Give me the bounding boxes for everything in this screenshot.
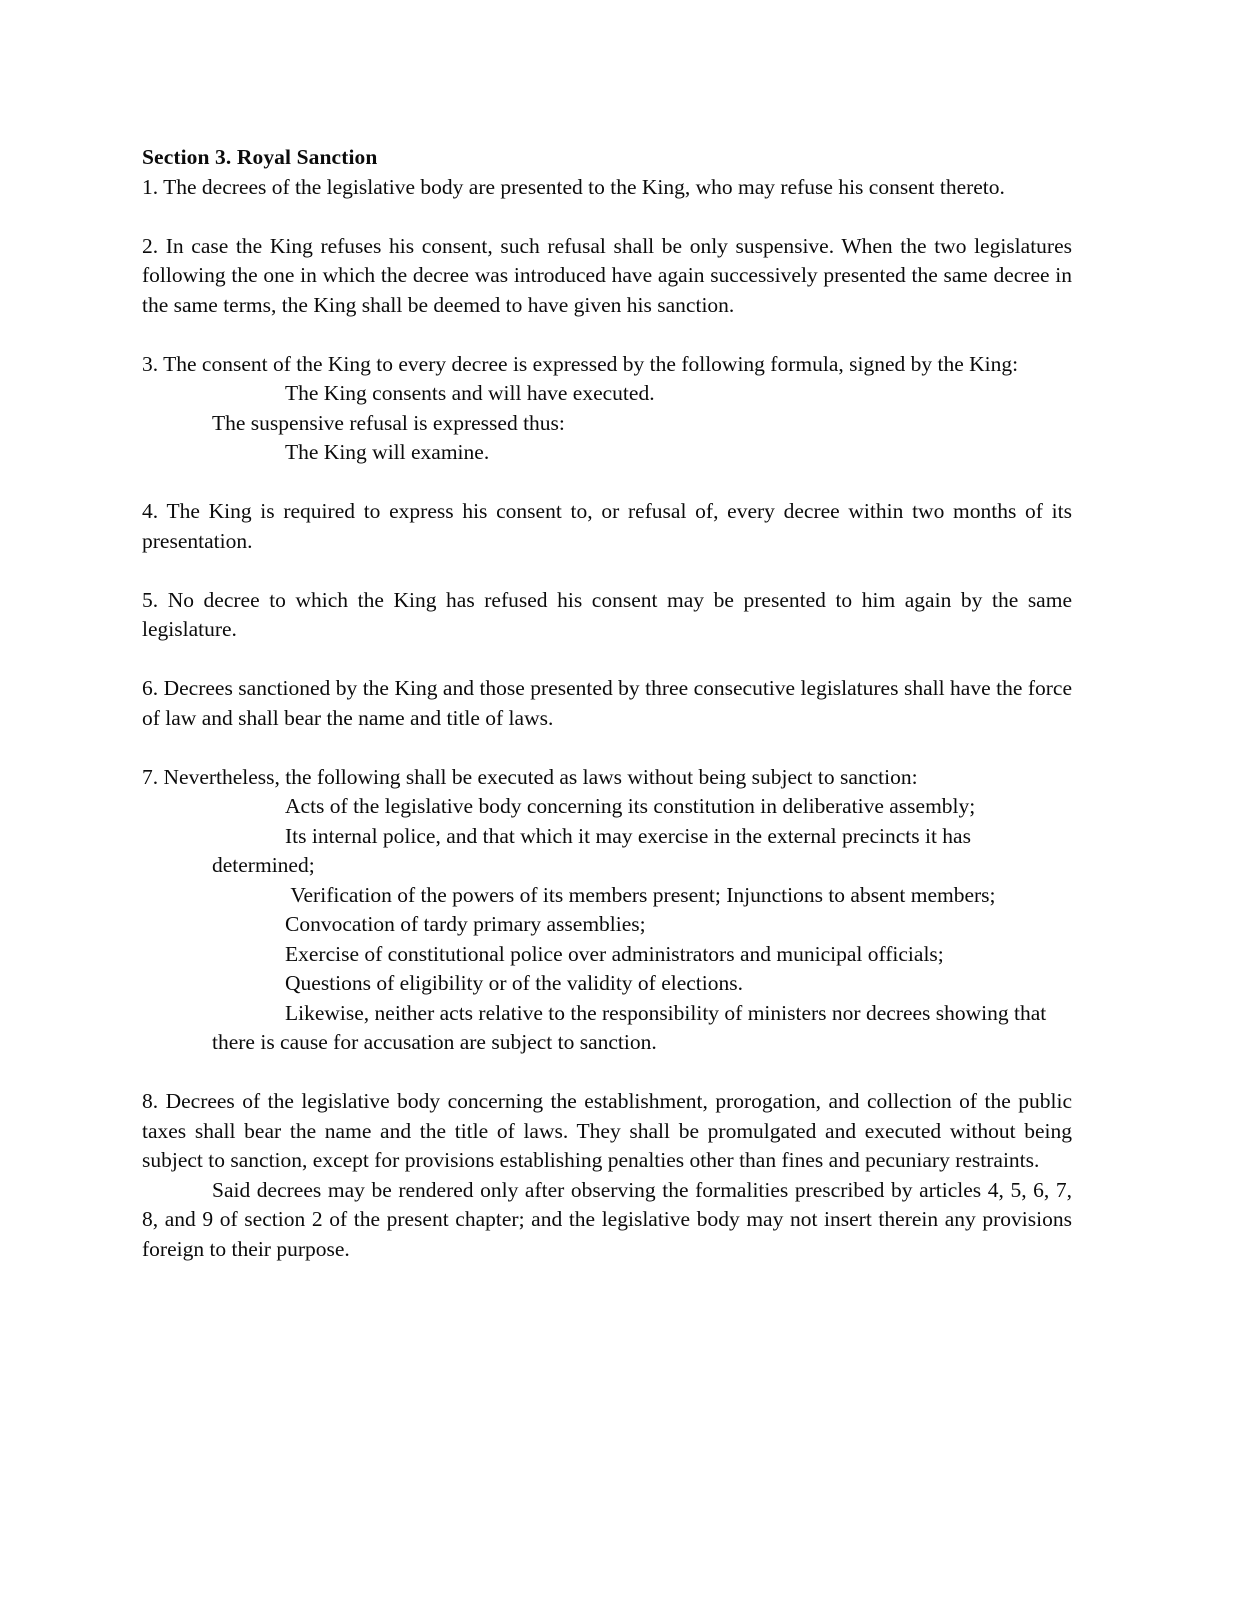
paragraph-4: 4. The King is required to express his consent to, or refusal of, every decree within two months of its presentation. [142,499,1072,553]
paragraph-5: 5. No decree to which the King has refused his consent may be presented to him again by the same legislature. [142,587,1072,641]
formula-line-examine: The King will examine. [285,440,490,464]
paragraph-1: 1. The decrees of the legislative body are presented to the King, who may refuse his consent thereto. [142,174,1005,199]
paragraph-8-continuation: Said decrees may be rendered only after observing the formalities prescribed by articles 4, 5, 6, 7, 8, and 9 of section 2 of the present chapter; and the legislative body may not insert therein any provisions foreign to their purpose. [142,1177,1072,1261]
exception-item-ministers: Likewise, neither acts relative to the responsibility of ministers nor decrees showing that there is cause for accusation are subject to sanction. [212,1000,1052,1054]
page-title: Section 3. Royal Sanction [142,145,378,169]
paragraph-6: 6. Decrees sanctioned by the King and those presented by three consecutive legislatures shall have the force of law and shall bear the name and title of laws. [142,676,1072,730]
exception-item-convocation: Convocation of tardy primary assemblies; [285,912,646,936]
exception-item-verification: Verification of the powers of its members present; Injunctions to absent members; [285,882,996,907]
exception-item-constitutional-police: Exercise of constitutional police over administrators and municipal officials; [285,941,944,966]
exception-item-acts: Acts of the legislative body concerning its constitution in deliberative assembly; [285,794,976,818]
paragraph-2: 2. In case the King refuses his consent, such refusal shall be only suspensive. When the two legislatures following the one in which the decree was introduced have again successively presented the same decree in the same terms, the King shall be deemed to have given his sanction. [142,233,1072,317]
exception-item-internal-police: Its internal police, and that which it may exercise in the external precincts it has determined; [212,823,977,877]
paragraph-8: 8. Decrees of the legislative body concerning the establishment, prorogation, and collection of the public taxes shall bear the name and the title of laws. They shall be promulgated and executed without being subject to sanction, except for provisions establishing penalties other than fines and pecuniary restraints. [142,1089,1072,1172]
formula-line-refusal-intro: The suspensive refusal is expressed thus: [212,410,565,435]
document-body [142,143,1072,1264]
paragraph-7: 7. Nevertheless, the following shall be executed as laws without being subject to sanction: [142,764,918,789]
exception-item-eligibility: Questions of eligibility or of the validity of elections. [285,971,743,995]
exception-items-list [142,792,1072,1058]
royal-sanction-formula-block [142,379,1072,468]
formula-line-consent: The King consents and will have executed. [285,381,655,405]
paragraph-3: 3. The consent of the King to every decree is expressed by the following formula, signed by the King: [142,351,1019,376]
